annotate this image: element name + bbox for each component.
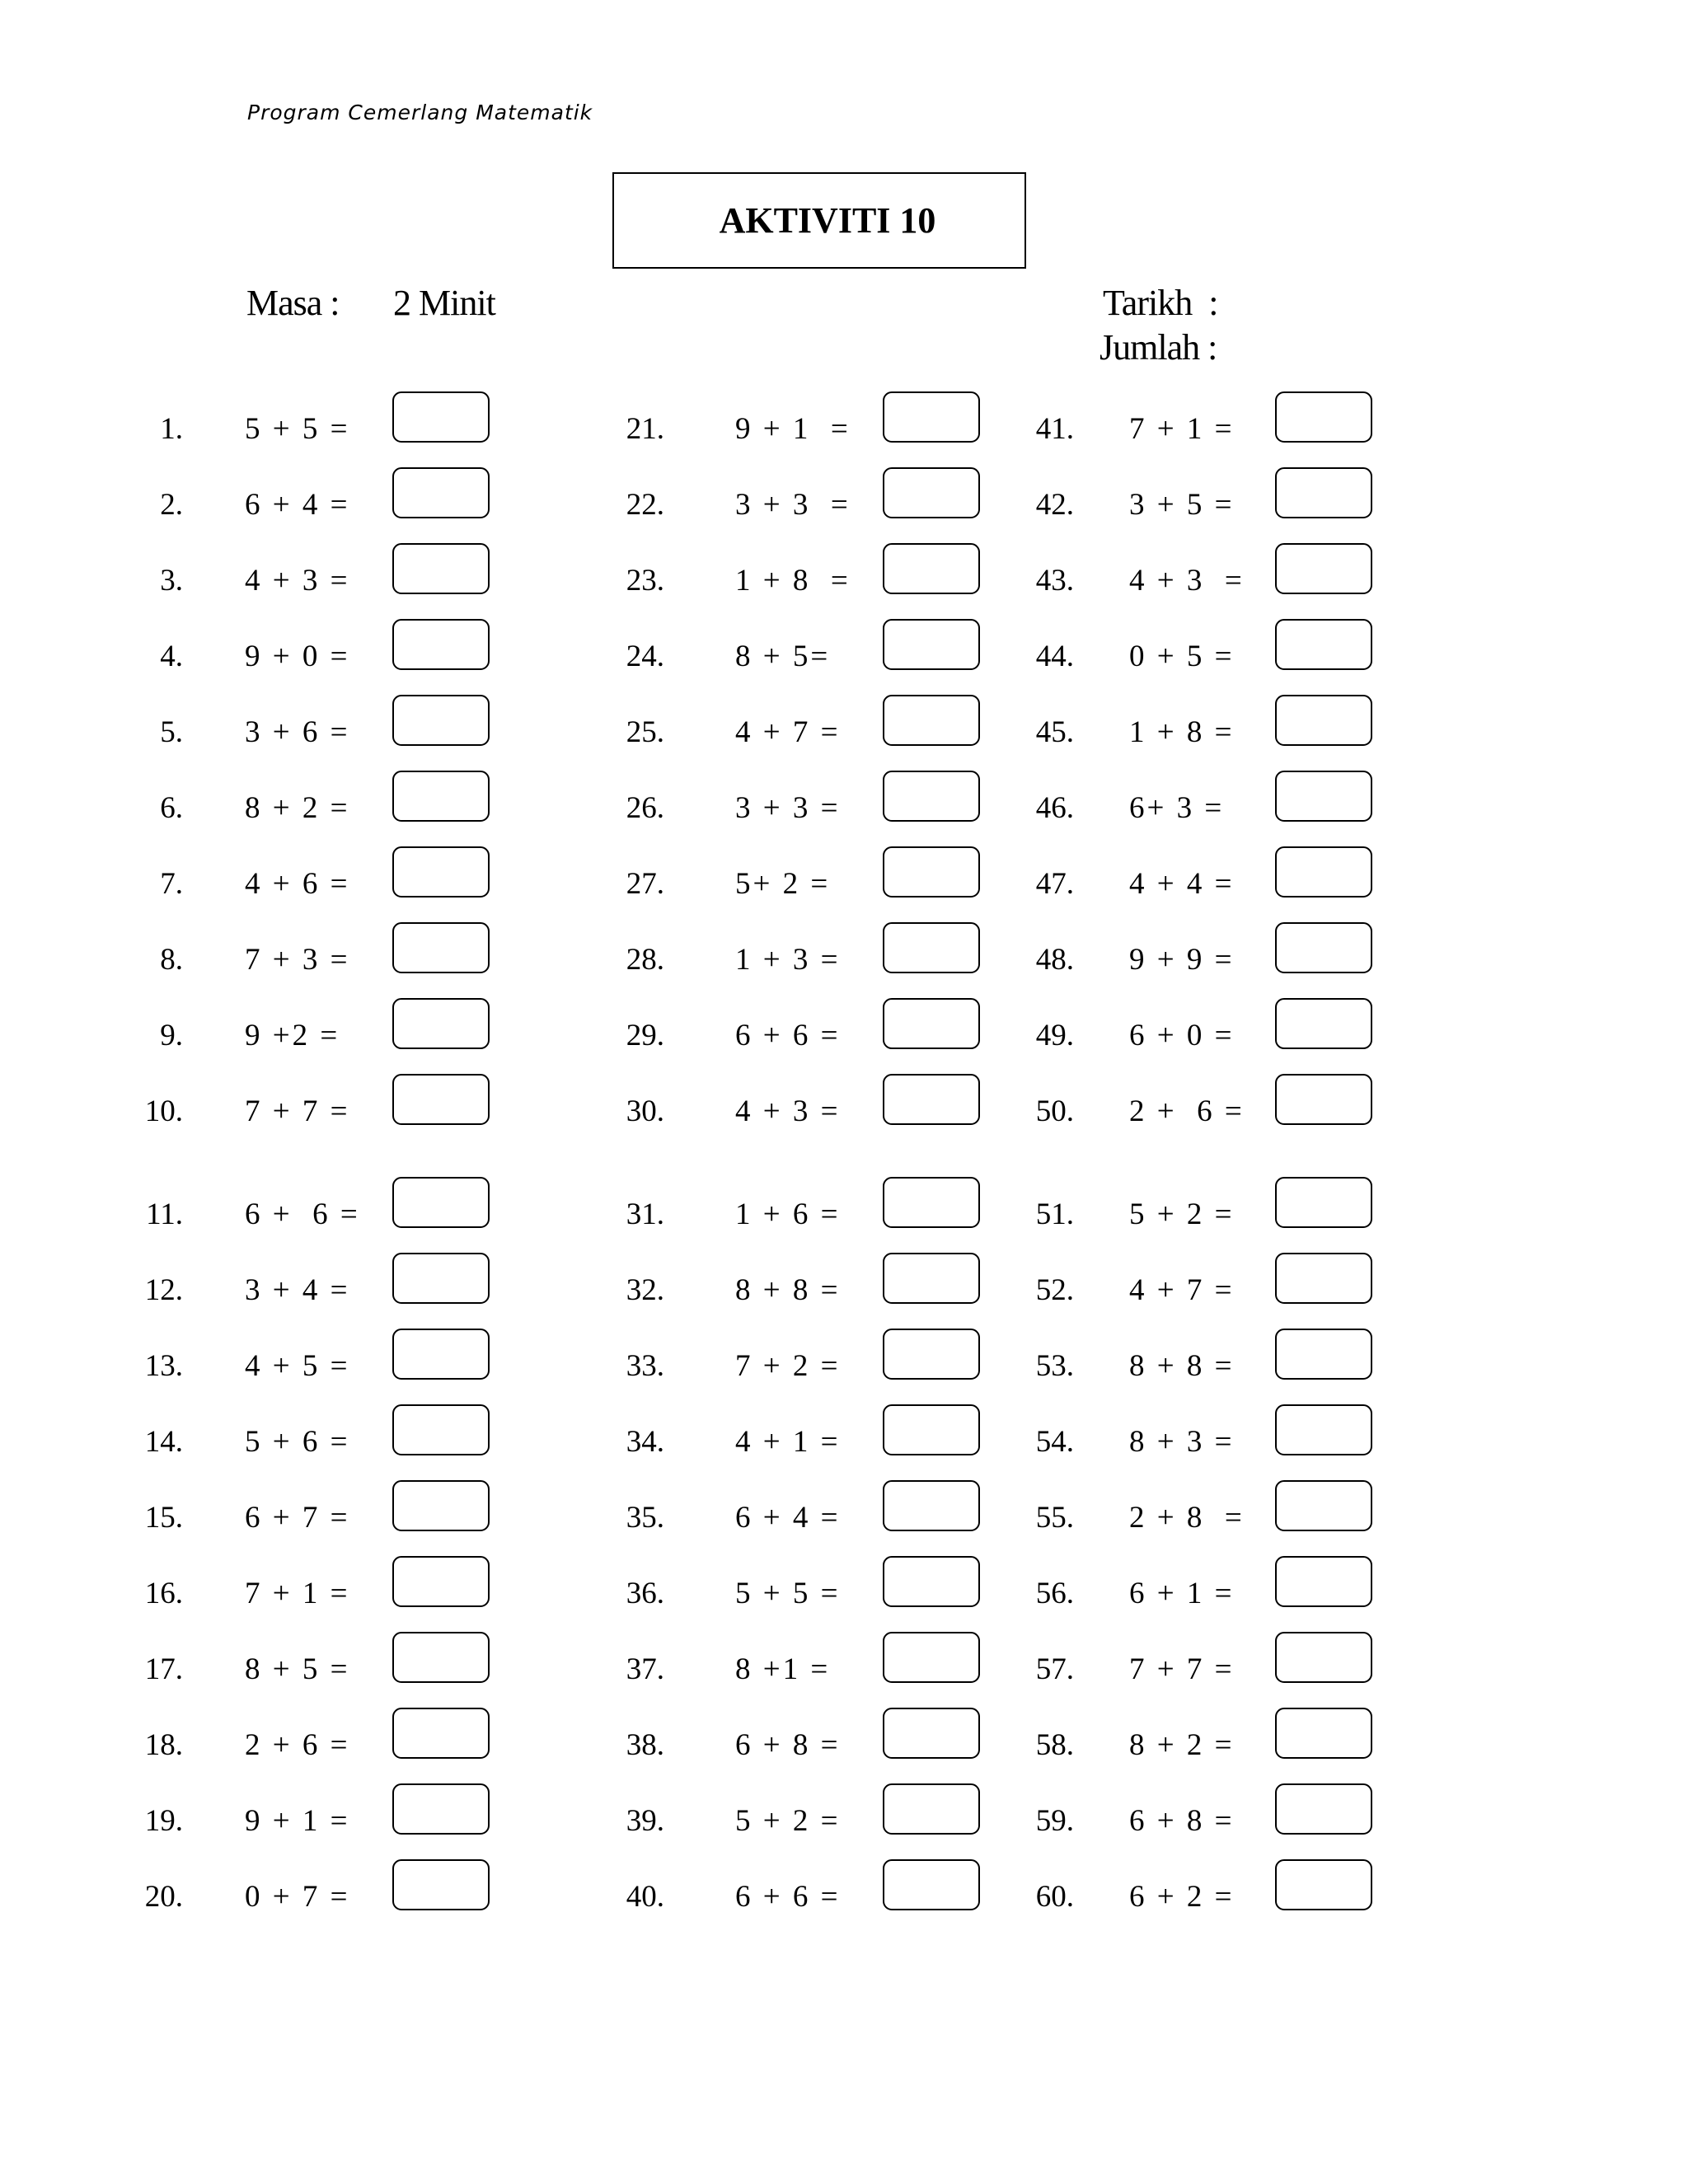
answer-box[interactable] [1275, 998, 1372, 1049]
question-number: 48. [1035, 943, 1074, 977]
question-number: 11. [146, 1197, 183, 1231]
question-expression: 2 + 8 = [1129, 1501, 1245, 1535]
question-number: 34. [626, 1425, 664, 1459]
question-expression: 6 + 0 = [1129, 1019, 1235, 1052]
question-expression: 4 + 4 = [1129, 867, 1235, 901]
question-expression: 4 + 6 = [245, 867, 350, 901]
question-number: 23. [626, 564, 664, 598]
question-number: 4. [160, 640, 183, 673]
answer-box[interactable] [1275, 1783, 1372, 1835]
question-row [0, 1783, 1688, 1846]
answer-box[interactable] [1275, 1177, 1372, 1228]
question-expression: 8 + 5= [735, 640, 831, 673]
question-row [0, 391, 1688, 454]
question-expression: 4 + 3 = [735, 1094, 841, 1128]
question-number: 44. [1035, 640, 1074, 673]
answer-box[interactable] [1275, 391, 1372, 443]
question-number: 18. [144, 1728, 183, 1762]
tarikh-label: Tarikh : [1103, 283, 1218, 323]
question-number: 20. [144, 1880, 183, 1914]
question-row [0, 1632, 1688, 1694]
question-number: 26. [626, 791, 664, 825]
question-number: 22. [626, 488, 664, 522]
question-expression: 2 + 6 = [245, 1728, 350, 1762]
question-number: 30. [626, 1094, 664, 1128]
question-row [0, 1329, 1688, 1391]
question-number: 12. [144, 1273, 183, 1307]
question-number: 43. [1035, 564, 1074, 598]
answer-box[interactable] [1275, 619, 1372, 670]
question-expression: 7 + 3 = [245, 943, 350, 977]
page-title: AKTIVITI 10 [719, 200, 936, 241]
answer-box[interactable] [1275, 467, 1372, 518]
question-expression: 4 + 7 = [735, 715, 841, 749]
question-expression: 9 + 1 = [735, 412, 851, 446]
answer-box[interactable] [1275, 1556, 1372, 1607]
question-number: 21. [626, 412, 664, 446]
question-number: 50. [1035, 1094, 1074, 1128]
question-expression: 6+ 3 = [1129, 791, 1225, 825]
question-number: 17. [144, 1652, 183, 1686]
question-row [0, 1708, 1688, 1770]
question-expression: 1 + 8 = [735, 564, 851, 598]
question-expression: 8 + 8 = [1129, 1349, 1235, 1383]
question-row [0, 1556, 1688, 1619]
question-expression: 3 + 3 = [735, 791, 841, 825]
question-number: 15. [144, 1501, 183, 1535]
question-number: 55. [1035, 1501, 1074, 1535]
question-expression: 8 + 3 = [1129, 1425, 1235, 1459]
question-expression: 7 + 1 = [245, 1577, 350, 1610]
question-number: 33. [626, 1349, 664, 1383]
question-expression: 7 + 1 = [1129, 412, 1235, 446]
answer-box[interactable] [1275, 846, 1372, 898]
question-expression: 9 + 0 = [245, 640, 350, 673]
question-row [0, 467, 1688, 530]
question-row [0, 543, 1688, 606]
question-row [0, 1859, 1688, 1922]
answer-box[interactable] [1275, 1253, 1372, 1304]
question-number: 54. [1035, 1425, 1074, 1459]
question-expression: 4 + 3 = [245, 564, 350, 598]
question-number: 52. [1035, 1273, 1074, 1307]
question-expression: 6 + 8 = [735, 1728, 841, 1762]
question-number: 47. [1035, 867, 1074, 901]
question-number: 29. [626, 1019, 664, 1052]
question-number: 36. [626, 1577, 664, 1610]
question-number: 59. [1035, 1804, 1074, 1838]
question-expression: 5+ 2 = [735, 867, 831, 901]
question-expression: 8 + 2 = [1129, 1728, 1235, 1762]
question-expression: 6 + 6 = [245, 1197, 360, 1231]
question-expression: 7 + 7 = [245, 1094, 350, 1128]
question-expression: 3 + 4 = [245, 1273, 350, 1307]
question-number: 37. [626, 1652, 664, 1686]
answer-box[interactable] [1275, 1329, 1372, 1380]
question-expression: 6 + 4 = [245, 488, 350, 522]
question-expression: 6 + 6 = [735, 1019, 841, 1052]
question-number: 9. [160, 1019, 183, 1052]
question-number: 39. [626, 1804, 664, 1838]
question-number: 56. [1035, 1577, 1074, 1610]
question-row [0, 1253, 1688, 1315]
question-expression: 3 + 3 = [735, 488, 851, 522]
masa-value: 2 Minit [393, 283, 495, 323]
header-note: Program Cemerlang Matematik [247, 101, 593, 124]
question-number: 60. [1035, 1880, 1074, 1914]
answer-box[interactable] [1275, 695, 1372, 746]
question-expression: 4 + 3 = [1129, 564, 1245, 598]
question-number: 14. [144, 1425, 183, 1459]
question-number: 19. [144, 1804, 183, 1838]
question-expression: 5 + 5 = [245, 412, 350, 446]
question-expression: 5 + 6 = [245, 1425, 350, 1459]
question-number: 1. [160, 412, 183, 446]
question-row [0, 1074, 1688, 1137]
masa-label: Masa : [246, 283, 340, 323]
question-number: 57. [1035, 1652, 1074, 1686]
answer-box[interactable] [1275, 543, 1372, 594]
question-expression: 8 + 8 = [735, 1273, 841, 1307]
question-expression: 8 +1 = [735, 1652, 831, 1686]
question-expression: 3 + 6 = [245, 715, 350, 749]
question-row [0, 1480, 1688, 1543]
question-number: 53. [1035, 1349, 1074, 1383]
answer-box[interactable] [1275, 771, 1372, 822]
question-number: 3. [160, 564, 183, 598]
question-expression: 0 + 7 = [245, 1880, 350, 1914]
question-number: 40. [626, 1880, 664, 1914]
answer-box[interactable] [1275, 1632, 1372, 1683]
question-number: 25. [626, 715, 664, 749]
question-expression: 7 + 2 = [735, 1349, 841, 1383]
question-row [0, 846, 1688, 909]
question-number: 35. [626, 1501, 664, 1535]
question-number: 8. [160, 943, 183, 977]
question-number: 24. [626, 640, 664, 673]
answer-box[interactable] [1275, 1480, 1372, 1531]
question-expression: 5 + 5 = [735, 1577, 841, 1610]
question-expression: 9 + 1 = [245, 1804, 350, 1838]
question-expression: 9 +2 = [245, 1019, 340, 1052]
question-expression: 6 + 6 = [735, 1880, 841, 1914]
jumlah-label: Jumlah : [1100, 327, 1217, 368]
question-expression: 1 + 3 = [735, 943, 841, 977]
question-expression: 1 + 6 = [735, 1197, 841, 1231]
question-number: 13. [144, 1349, 183, 1383]
question-number: 46. [1035, 791, 1074, 825]
question-number: 16. [144, 1577, 183, 1610]
question-expression: 7 + 7 = [1129, 1652, 1235, 1686]
question-expression: 8 + 2 = [245, 791, 350, 825]
answer-box[interactable] [1275, 922, 1372, 973]
question-expression: 6 + 8 = [1129, 1804, 1235, 1838]
question-row [0, 922, 1688, 985]
answer-box[interactable] [1275, 1404, 1372, 1455]
question-expression: 1 + 8 = [1129, 715, 1235, 749]
question-expression: 3 + 5 = [1129, 488, 1235, 522]
question-number: 42. [1035, 488, 1074, 522]
answer-box[interactable] [1275, 1859, 1372, 1910]
question-expression: 6 + 1 = [1129, 1577, 1235, 1610]
question-expression: 8 + 5 = [245, 1652, 350, 1686]
question-expression: 4 + 7 = [1129, 1273, 1235, 1307]
question-row [0, 695, 1688, 757]
question-number: 7. [160, 867, 183, 901]
question-number: 58. [1035, 1728, 1074, 1762]
question-number: 49. [1035, 1019, 1074, 1052]
question-number: 5. [160, 715, 183, 749]
question-expression: 6 + 7 = [245, 1501, 350, 1535]
question-expression: 5 + 2 = [1129, 1197, 1235, 1231]
question-expression: 2 + 6 = [1129, 1094, 1245, 1128]
question-row [0, 1177, 1688, 1240]
answer-box[interactable] [1275, 1074, 1372, 1125]
question-number: 6. [160, 791, 183, 825]
question-expression: 6 + 4 = [735, 1501, 841, 1535]
question-number: 10. [144, 1094, 183, 1128]
question-expression: 4 + 5 = [245, 1349, 350, 1383]
question-number: 32. [626, 1273, 664, 1307]
question-row [0, 619, 1688, 682]
question-expression: 0 + 5 = [1129, 640, 1235, 673]
question-row [0, 1404, 1688, 1467]
question-number: 45. [1035, 715, 1074, 749]
question-row [0, 771, 1688, 833]
question-row [0, 998, 1688, 1061]
question-expression: 9 + 9 = [1129, 943, 1235, 977]
question-expression: 6 + 2 = [1129, 1880, 1235, 1914]
question-number: 28. [626, 943, 664, 977]
question-number: 2. [160, 488, 183, 522]
question-number: 38. [626, 1728, 664, 1762]
question-number: 27. [626, 867, 664, 901]
question-number: 51. [1035, 1197, 1074, 1231]
question-expression: 4 + 1 = [735, 1425, 841, 1459]
answer-box[interactable] [1275, 1708, 1372, 1759]
question-expression: 5 + 2 = [735, 1804, 841, 1838]
question-number: 31. [626, 1197, 664, 1231]
question-number: 41. [1035, 412, 1074, 446]
